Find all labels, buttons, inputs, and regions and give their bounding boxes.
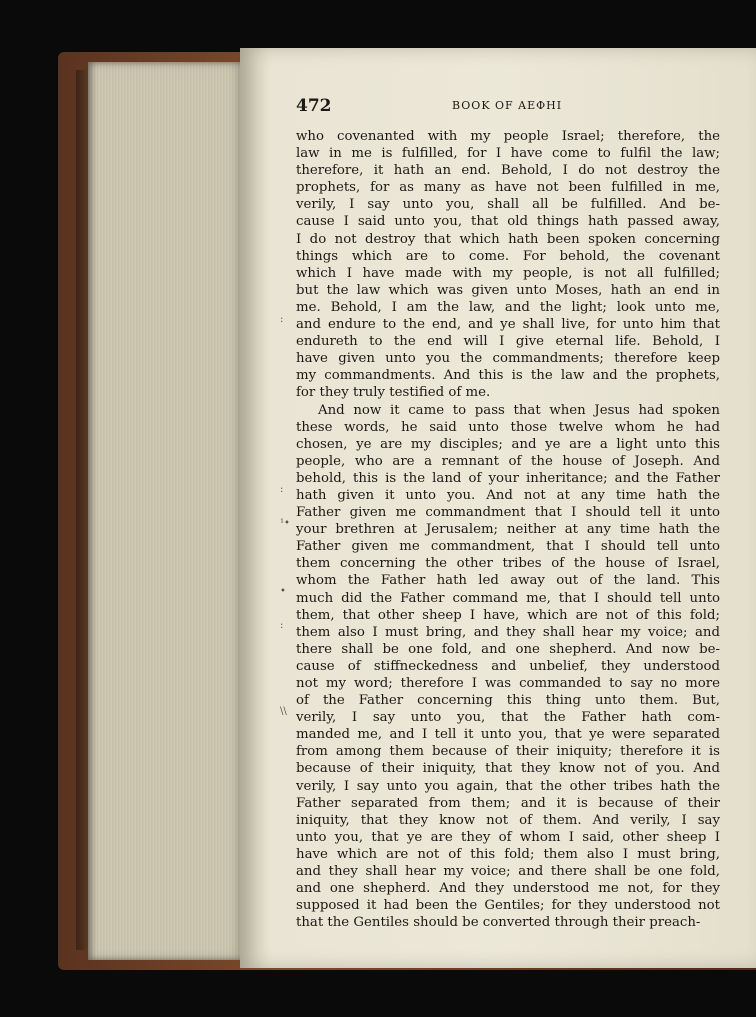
text-line: iniquity, that they know not of them. And verily, I say (296, 812, 720, 828)
text-line: and they shall hear my voice; and there shall be one fold, (296, 864, 720, 880)
text-line: supposed it had been the Gentiles; for they understood not (296, 898, 720, 914)
running-title: BOOK OF ΑΕΦΗΙ (452, 99, 563, 112)
text-line: and one shepherd. And they understood me not, for they (296, 881, 720, 897)
text-line: verily, I say unto you again, that the other tribes hath the (296, 778, 720, 794)
text-line: have given unto you the commandments; therefore keep (296, 351, 720, 367)
running-head (296, 96, 726, 118)
text-line: much did the Father command me, that I should tell unto (296, 590, 720, 606)
margin-mark: : (280, 484, 284, 495)
text-line: have which are not of this fold; them also I must bring, (296, 846, 720, 862)
text-line: manded me, and I tell it unto you, that ye were separated (296, 727, 720, 743)
text-line: that the Gentiles should be converted through their preach- (296, 915, 701, 931)
text-line: Father given me commandment that I should tell it unto (296, 505, 720, 521)
text-line: things which are to come. For behold, the covenant (296, 248, 720, 264)
text-line: there shall be one fold, and one shepherd. And now be- (296, 641, 720, 657)
text-line: And now it came to pass that when Jesus had spoken (318, 402, 720, 418)
text-line: who covenanted with my people Israel; therefore, the (296, 129, 720, 144)
text-line: them, that other sheep I have, which are not of this fold; (296, 607, 720, 623)
text-line: therefore, it hath an end. Behold, I do not destroy the (296, 163, 720, 179)
text-line: Father given me commandment, that I should tell unto (296, 539, 720, 555)
text-line: of the Father concerning this thing unto them. But, (296, 693, 720, 709)
margin-mark: : (280, 314, 284, 325)
margin-mark: ¹• (280, 518, 290, 529)
page-body-text (296, 128, 720, 931)
text-line: verily, I say unto you, that the Father hath com- (296, 710, 720, 726)
text-line: and endure to the end, and ye shall live, for unto him that (296, 317, 720, 333)
margin-mark: : (280, 620, 284, 631)
text-line: prophets, for as many as have not been fulfilled in me, (296, 180, 720, 196)
text-line: unto you, that ye are they of whom I said, other sheep I (296, 829, 720, 845)
text-line: law in me is fulfilled, for I have come to fulfil the law; (296, 146, 720, 162)
text-line: hath given it unto you. And not at any time hath the (296, 487, 720, 503)
text-line: them also I must bring, and they shall hear my voice; and (296, 624, 720, 640)
text-line: cause I said unto you, that old things hath passed away, (296, 214, 720, 230)
text-line: but the law which was given unto Moses, hath an end in (296, 282, 720, 298)
text-line: for they truly testified of me. (296, 385, 491, 401)
text-line: behold, this is the land of your inheritance; and the Father (296, 470, 720, 486)
text-line: these words, he said unto those twelve whom he had (296, 419, 720, 435)
text-line: because of their iniquity, that they know not of you. And (296, 761, 720, 777)
page-number: 472 (296, 96, 332, 116)
text-line: me. Behold, I am the law, and the light; look unto me, (296, 299, 720, 315)
text-line: Father separated from them; and it is because of their (296, 795, 720, 811)
text-line: which I have made with my people, is not all fulfilled; (296, 265, 720, 281)
text-line: verily, I say unto you, shall all be fulfilled. And be- (296, 197, 720, 213)
text-line: cause of stiffneckedness and unbelief, they understood (296, 658, 720, 674)
text-line: my commandments. And this is the law and the prophets, (296, 368, 720, 384)
text-line: not my word; therefore I was commanded to say no more (296, 676, 720, 691)
text-line: endureth to the end will I give eternal life. Behold, I (296, 334, 720, 350)
page-edges (88, 62, 244, 960)
margin-mark: • (280, 586, 286, 597)
text-line: your brethren at Jerusalem; neither at any time hath the (296, 522, 720, 538)
text-line: people, who are a remnant of the house of Joseph. And (296, 453, 720, 469)
text-line: chosen, ye are my disciples; and ye are a light unto this (296, 436, 720, 452)
text-line: I do not destroy that which hath been spoken concerning (296, 231, 720, 247)
text-line: whom the Father hath led away out of the land. This (296, 573, 720, 589)
text-line: from among them because of their iniquity; therefore it is (296, 744, 720, 760)
margin-mark: \\ (280, 706, 287, 717)
text-line: them concerning the other tribes of the house of Israel, (296, 556, 720, 572)
